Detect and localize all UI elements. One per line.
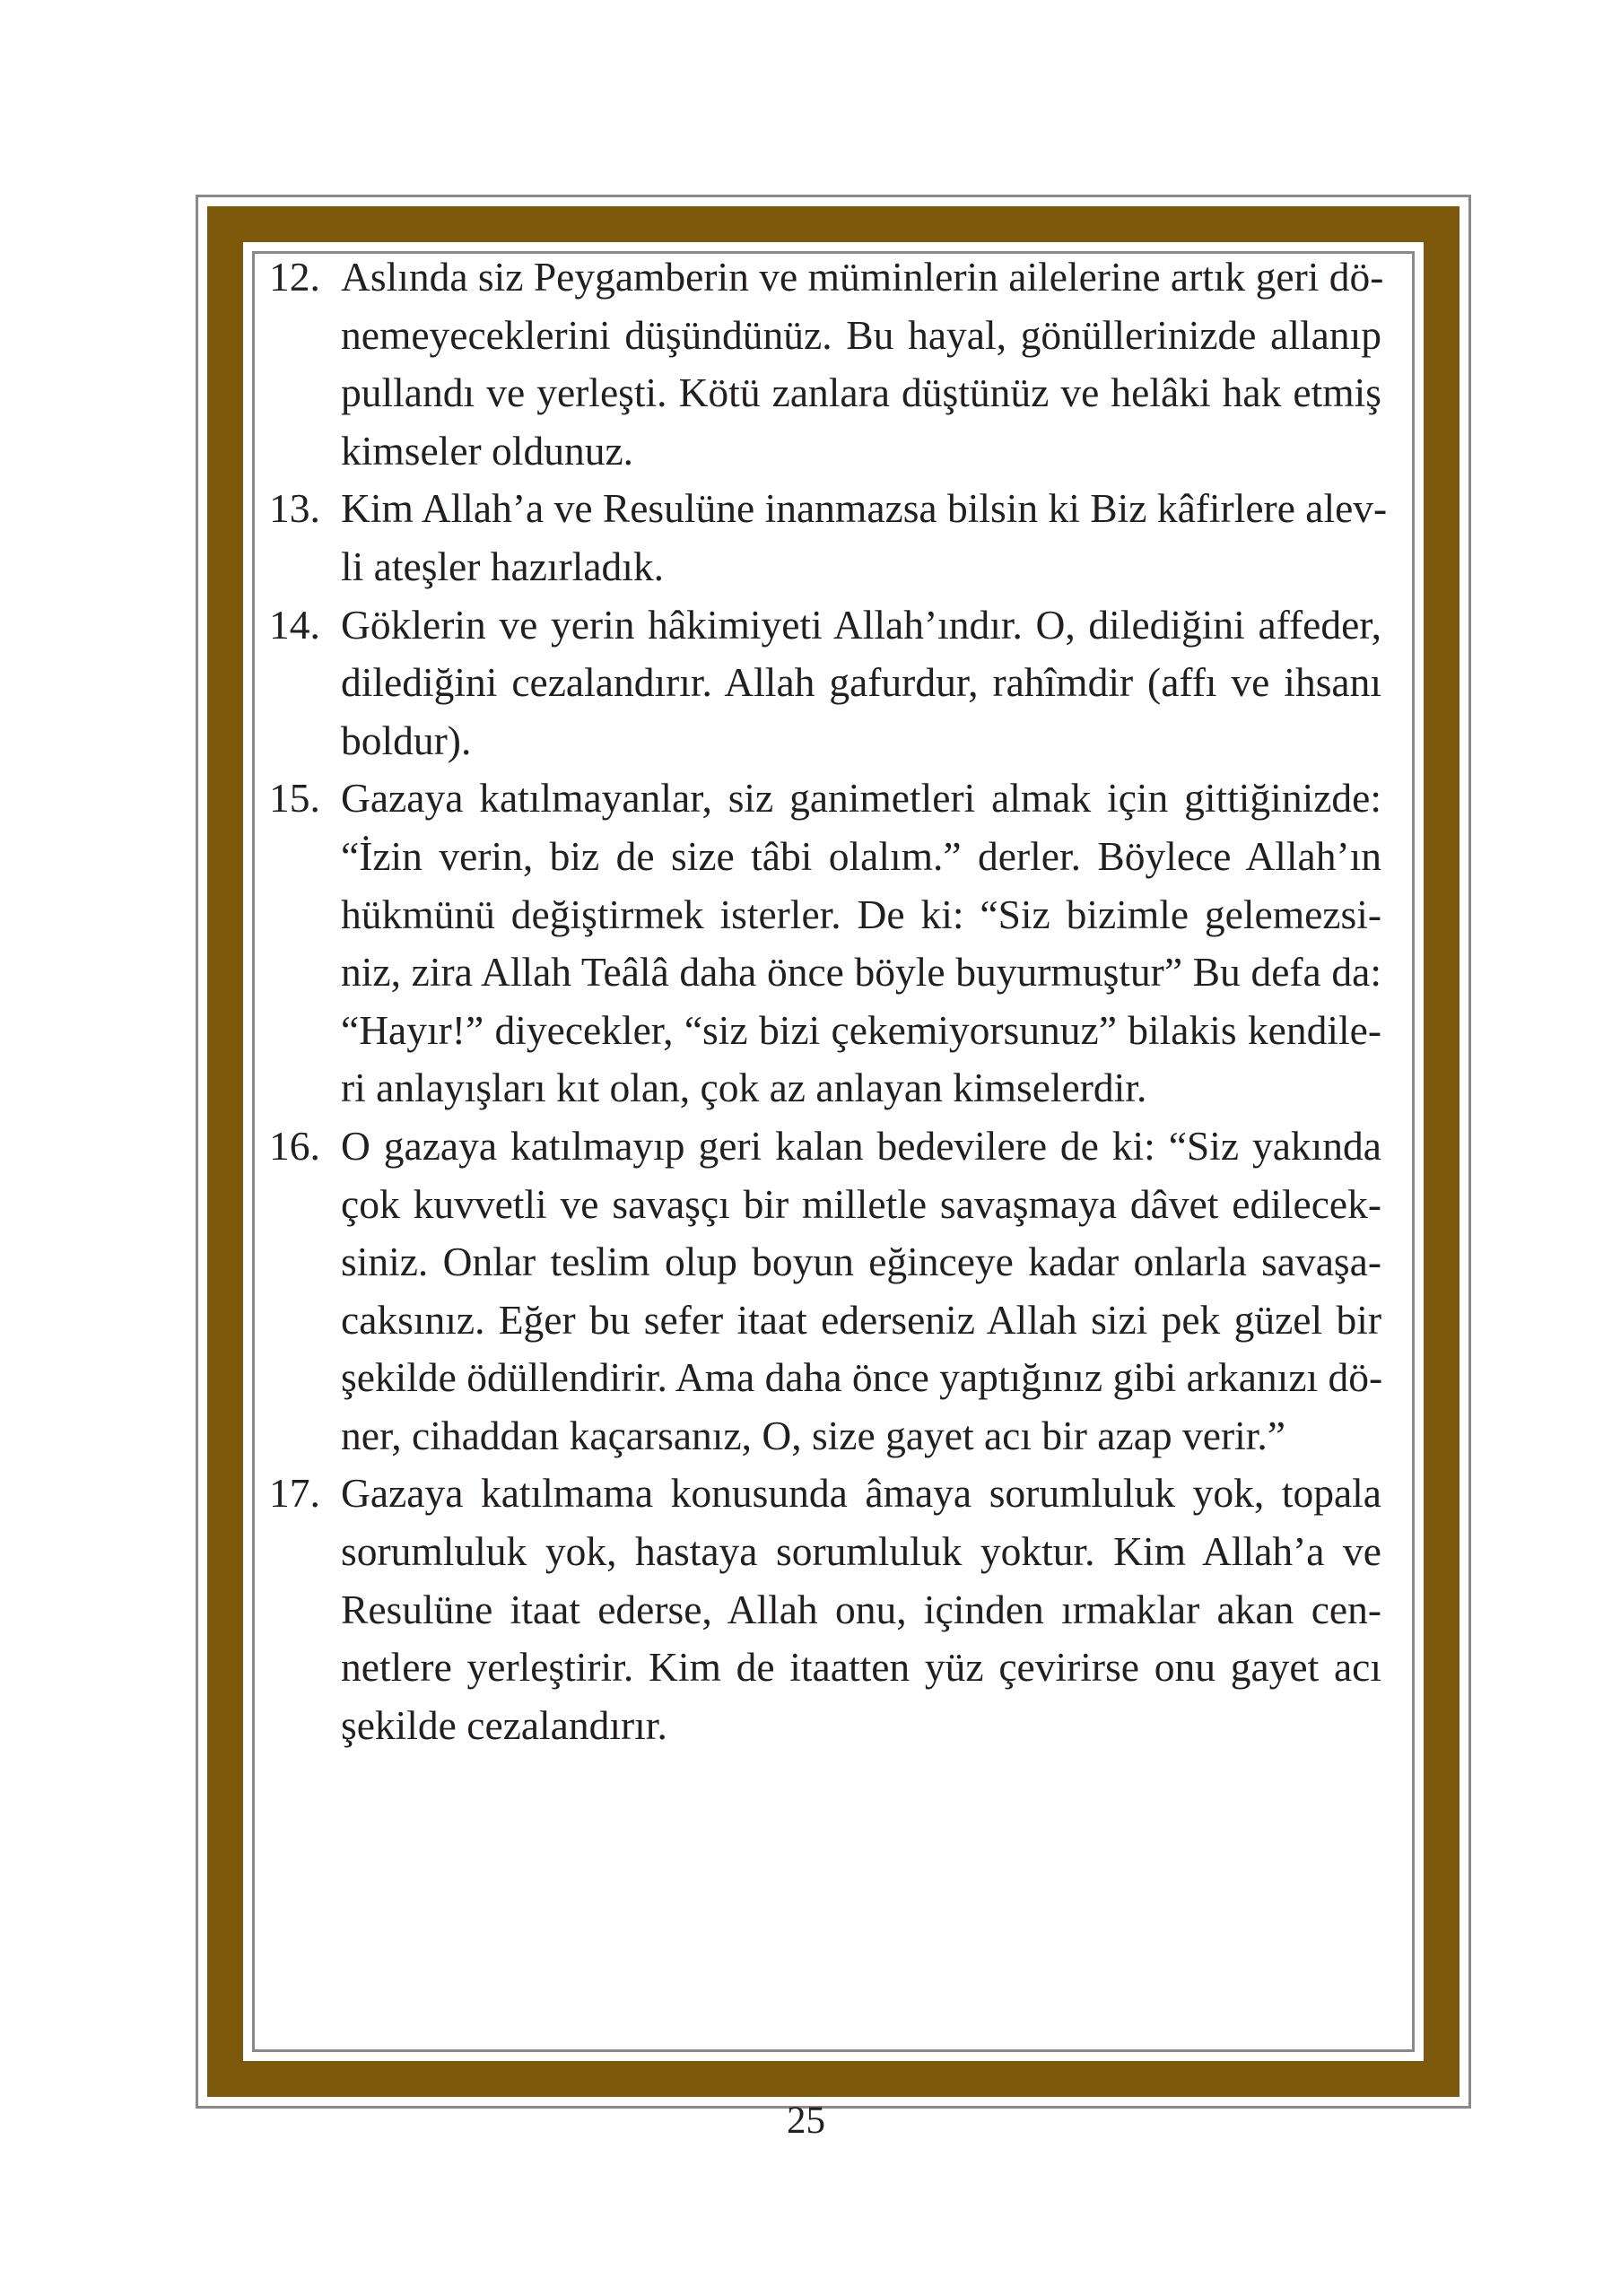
verse-item-15: [269, 770, 1381, 1118]
verse-line: Gazaya katılmayanlar, siz ganimetleri almak için gittiğinizde:: [341, 775, 1381, 822]
verse-number: 12.: [269, 254, 320, 300]
verse-line: şekilde cezalandırır.: [341, 1701, 667, 1748]
verse-item-13: [269, 480, 1388, 596]
verse-item-14: [269, 596, 1381, 770]
verse-line: dilediğini cezalandırır. Allah gafurdur, rahîmdir (affı ve ihsanı: [341, 659, 1381, 706]
verse-number: 13.: [269, 485, 320, 532]
verse-line: “İzin verin, biz de size tâbi olalım.” derler. Böylece Allah’ın: [341, 832, 1381, 879]
verse-item-17: [269, 1465, 1381, 1754]
verse-line: siniz. Onlar teslim olup boyun eğinceye kadar onlarla savaşa-: [341, 1239, 1381, 1285]
verse-number: 17.: [269, 1470, 320, 1517]
verse-line: çok kuvvetli ve savaşçı bir milletle savaşmaya dâvet edilecek-: [341, 1180, 1381, 1227]
verse-line: hükmünü değiştirmek isterler. De ki: “Siz bizimle gelemezsi-: [341, 891, 1381, 937]
verse-number: 14.: [269, 601, 320, 648]
verse-item-12: [269, 248, 1384, 480]
verse-number: 16.: [269, 1122, 320, 1169]
verse-item-16: [269, 1118, 1381, 1465]
page-number: 25: [787, 2100, 825, 2142]
verse-number: 15.: [269, 775, 320, 822]
verse-line: Gazaya katılmama konusunda âmaya sorumluluk yok, topala: [341, 1470, 1381, 1517]
verse-line: “Hayır!” diyecekler, “siz bizi çekemiyorsunuz” bilakis kendile-: [341, 1006, 1381, 1053]
verse-line: boldur).: [341, 717, 472, 763]
verse-line: Göklerin ve yerin hâkimiyeti Allah’ındır. O, dilediğini affeder,: [341, 601, 1381, 648]
verse-line: kimseler oldunuz.: [341, 427, 634, 474]
verse-list: [269, 248, 1388, 1754]
verse-line: Resulüne itaat ederse, Allah onu, içinden ırmaklar akan cen-: [341, 1586, 1381, 1632]
verse-line: caksınız. Eğer bu sefer itaat ederseniz Allah sizi pek güzel bir: [341, 1296, 1381, 1343]
verse-line: sorumluluk yok, hastaya sorumluluk yoktur. Kim Allah’a ve: [341, 1528, 1381, 1575]
verse-line: ri anlayışları kıt olan, çok az anlayan kimselerdir.: [341, 1065, 1147, 1111]
verse-line: li ateşler hazırladık.: [341, 543, 665, 589]
verse-line: Aslında siz Peygamberin ve müminlerin ailelerine artık geri dö-: [341, 254, 1384, 300]
verse-line: Kim Allah’a ve Resulüne inanmazsa bilsin ki Biz kâfirlere alev-: [341, 485, 1388, 532]
verse-line: pullandı ve yerleşti. Kötü zanlara düştünüz ve helâki hak etmiş: [341, 370, 1381, 416]
verse-line: netlere yerleştirir. Kim de itaatten yüz çevirirse onu gayet acı: [341, 1644, 1381, 1691]
verse-line: şekilde ödüllendirir. Ama daha önce yaptığınız gibi arkanızı dö-: [341, 1354, 1383, 1401]
verse-line: ner, cihaddan kaçarsanız, O, size gayet acı bir azap verir.”: [341, 1412, 1285, 1458]
verse-line: niz, zira Allah Teâlâ daha önce böyle buyurmuştur” Bu defa da:: [341, 949, 1381, 996]
verse-line: nemeyeceklerini düşündünüz. Bu hayal, gönüllerinizde allanıp: [341, 311, 1381, 358]
verse-line: O gazaya katılmayıp geri kalan bedevilere de ki: “Siz yakında: [341, 1122, 1381, 1169]
